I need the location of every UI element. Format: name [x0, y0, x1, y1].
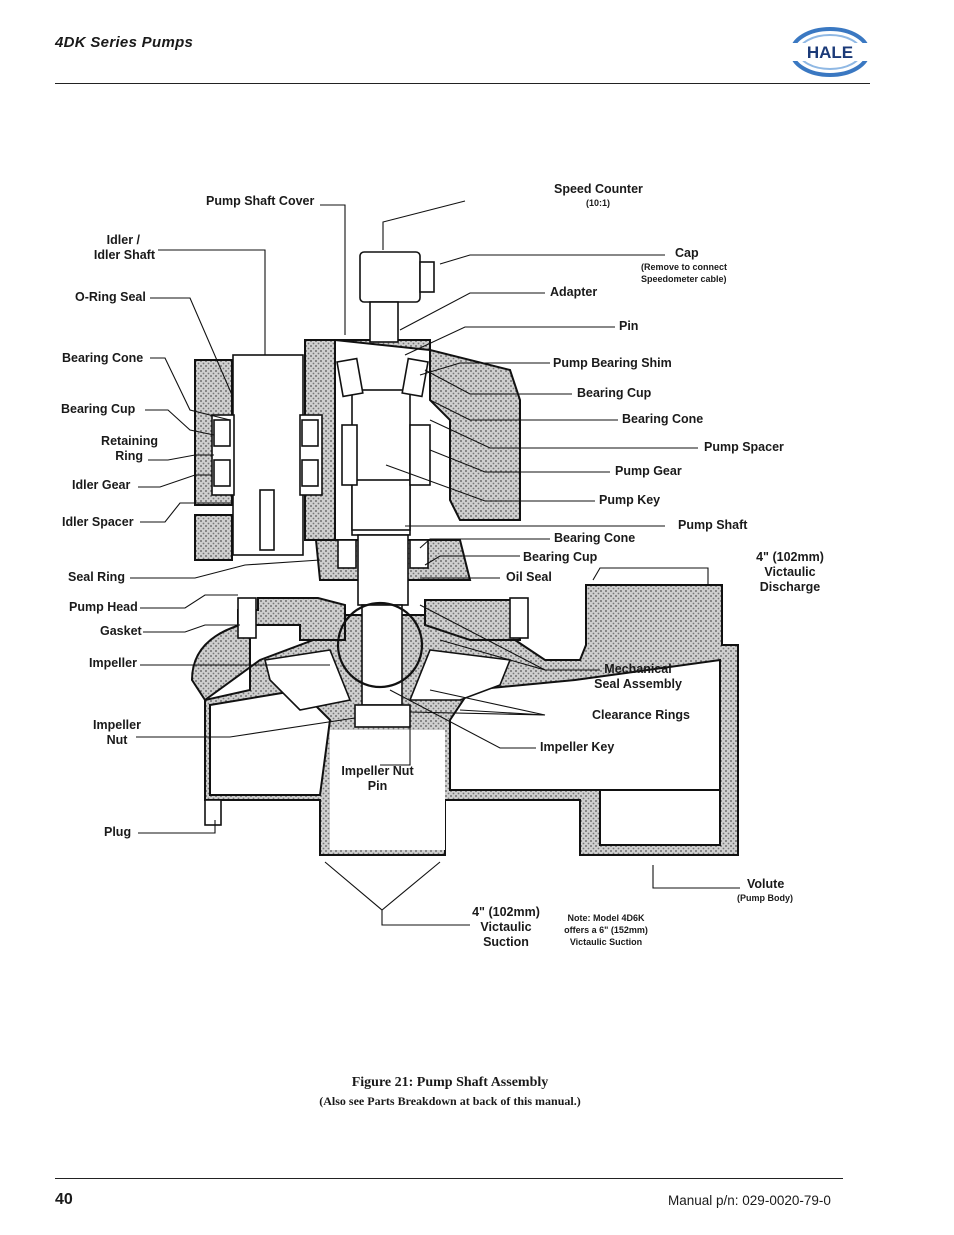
label-impeller-nut-pin-line1: Impeller Nut	[341, 764, 414, 778]
label-cap-note-line1: (Remove to connect	[641, 262, 728, 272]
label-clearance-rings: Clearance Rings	[592, 708, 690, 722]
label-impeller-nut-line1: Impeller	[93, 718, 141, 732]
label-retaining-ring-line1: Retaining	[101, 434, 158, 448]
label-suction-line2: Victaulic	[480, 920, 532, 934]
label-idler-line2: Idler Shaft	[93, 248, 155, 262]
label-speed-counter-ratio: (10:1)	[586, 198, 611, 208]
label-pump-head: Pump Head	[69, 600, 138, 614]
figure-subcaption: (Also see Parts Breakdown at back of this manual.)	[319, 1094, 581, 1108]
label-pump-shaft-cover: Pump Shaft Cover	[206, 194, 315, 208]
label-impeller-key: Impeller Key	[540, 740, 615, 754]
label-pump-gear: Pump Gear	[615, 464, 682, 478]
label-bearing-cup-left: Bearing Cup	[61, 402, 136, 416]
label-bearing-cone-lower: Bearing Cone	[554, 531, 636, 545]
label-mechanical-seal-line2: Seal Assembly	[594, 677, 682, 691]
label-cap: Cap	[675, 246, 699, 260]
label-idler-gear: Idler Gear	[72, 478, 131, 492]
label-volute-sub: (Pump Body)	[737, 893, 793, 903]
label-idler-line1: Idler /	[106, 233, 140, 247]
page-number: 40	[55, 1191, 73, 1208]
document-title: 4DK Series Pumps	[55, 34, 194, 51]
note-line3: Victaulic Suction	[569, 937, 643, 947]
label-idler-spacer: Idler Spacer	[62, 515, 134, 529]
manual-part-number: Manual p/n: 029-0020-79-0	[668, 1193, 831, 1208]
label-mechanical-seal-line1: Mechanical	[604, 662, 672, 676]
label-discharge-line1: 4" (102mm)	[756, 550, 824, 564]
label-volute: Volute	[747, 877, 785, 891]
footer-rule	[55, 1178, 843, 1179]
label-seal-ring: Seal Ring	[68, 570, 125, 584]
label-cap-note-line2: Speedometer cable)	[641, 274, 727, 284]
label-oil-seal: Oil Seal	[506, 570, 552, 584]
label-impeller-nut-pin-line2: Pin	[367, 779, 388, 793]
figure-caption: Figure 21: Pump Shaft Assembly	[351, 1075, 549, 1090]
label-impeller: Impeller	[89, 656, 137, 670]
svg-text:HALE: HALE	[806, 43, 854, 62]
note-line1: Note: Model 4D6K	[567, 913, 645, 923]
label-pump-bearing-shim: Pump Bearing Shim	[553, 356, 672, 370]
label-impeller-nut-line2: Nut	[106, 733, 128, 747]
label-bearing-cup-lower: Bearing Cup	[523, 550, 598, 564]
label-suction-line3: Suction	[483, 935, 529, 949]
label-o-ring-seal: O-Ring Seal	[75, 290, 146, 304]
label-adapter: Adapter	[550, 285, 598, 299]
label-discharge-line3: Discharge	[759, 580, 821, 594]
label-retaining-ring-line2: Ring	[115, 449, 143, 463]
label-pump-key: Pump Key	[599, 493, 661, 507]
note-line2: offers a 6" (152mm)	[564, 925, 648, 935]
label-pump-spacer: Pump Spacer	[704, 440, 784, 454]
label-pin: Pin	[619, 319, 639, 333]
label-pump-shaft: Pump Shaft	[678, 518, 748, 532]
label-bearing-cone-left: Bearing Cone	[62, 351, 144, 365]
label-discharge-line2: Victaulic	[764, 565, 816, 579]
label-suction-line1: 4" (102mm)	[472, 905, 540, 919]
label-gasket: Gasket	[100, 624, 142, 638]
label-bearing-cone-right: Bearing Cone	[622, 412, 704, 426]
label-speed-counter: Speed Counter	[554, 182, 643, 196]
label-plug: Plug	[104, 825, 132, 839]
label-bearing-cup-right: Bearing Cup	[577, 386, 652, 400]
